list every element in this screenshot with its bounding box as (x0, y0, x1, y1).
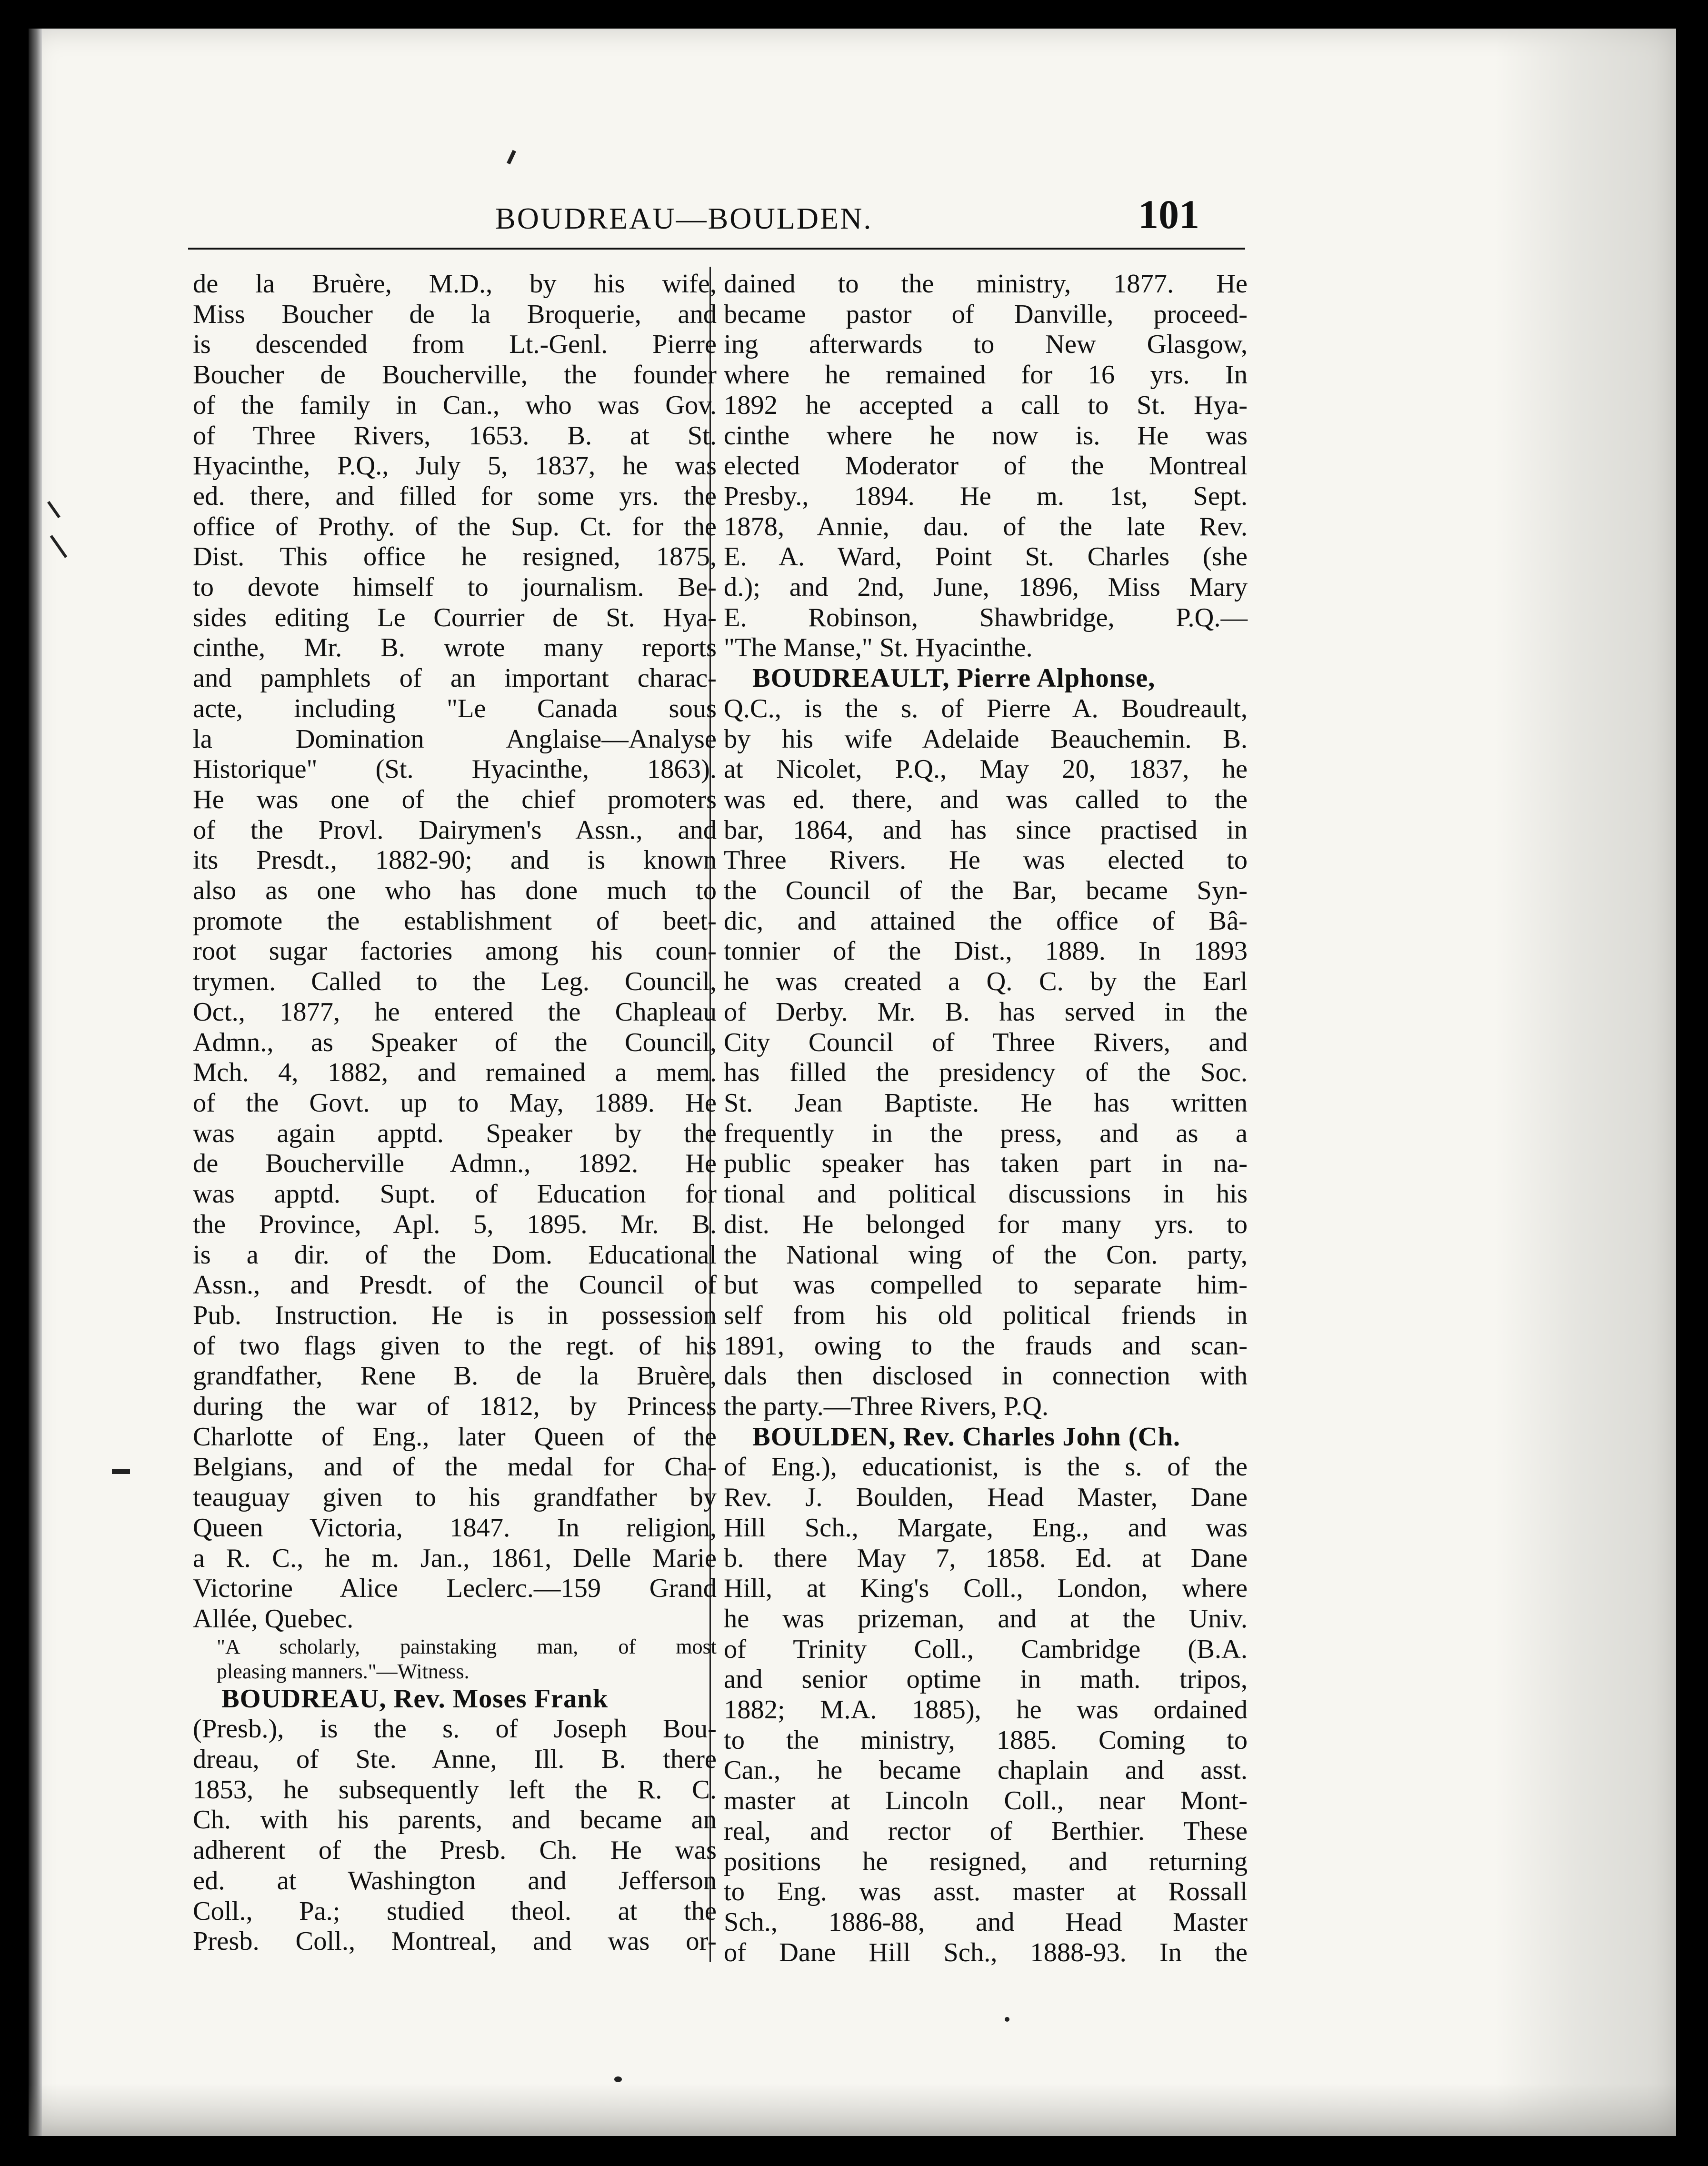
right-column (724, 269, 1248, 1968)
text-line: Oct., 1877, he entered the Chapleau (193, 997, 717, 1027)
quotation-line: "A scholarly, painstaking man, of most (217, 1635, 717, 1658)
text-line: "The Manse," St. Hyacinthe. (724, 633, 1033, 663)
quotation-line: pleasing manners."—Witness. (217, 1659, 469, 1683)
text-line: but was compelled to separate him- (724, 1270, 1248, 1300)
text-line: bar, 1864, and has since practised in (724, 815, 1248, 845)
page-left-edge (29, 29, 42, 2136)
text-line: Q.C., is the s. of Pierre A. Boudreault, (724, 693, 1248, 723)
text-line: ing afterwards to New Glasgow, (724, 330, 1248, 360)
text-line: Coll., Pa.; studied theol. at the (193, 1896, 717, 1926)
text-line: sides editing Le Courrier de St. Hya- (193, 602, 717, 632)
text-line: Charlotte of Eng., later Queen of the (193, 1422, 717, 1452)
text-line: tonnier of the Dist., 1889. In 1893 (724, 936, 1248, 966)
text-line: ed. at Washington and Jefferson (193, 1865, 717, 1895)
text-line: Assn., and Presdt. of the Council of (193, 1270, 717, 1300)
text-line: cinthe, Mr. B. wrote many reports (193, 633, 717, 663)
scanned-page (29, 29, 1676, 2136)
text-line: teauguay given to his grandfather by (193, 1483, 717, 1513)
text-line: to Eng. was asst. master at Rossall (724, 1877, 1248, 1907)
text-line: la Domination Anglaise—Analyse (193, 724, 717, 754)
scan-speck (614, 2076, 622, 2082)
text-line: the Council of the Bar, became Syn- (724, 876, 1248, 906)
text-line: 1878, Annie, dau. of the late Rev. (724, 511, 1248, 542)
text-line: at Nicolet, P.Q., May 20, 1837, he (724, 754, 1248, 784)
text-line: to devote himself to journalism. Be- (193, 572, 717, 602)
text-line: is descended from Lt.-Genl. Pierre (193, 330, 717, 360)
text-line: public speaker has taken part in na- (724, 1149, 1248, 1179)
text-line: of the family in Can., who was Gov. (193, 390, 717, 420)
entry-heading-line: BOULDEN, Rev. Charles John (Ch. (752, 1422, 1180, 1452)
text-line: elected Moderator of the Montreal (724, 451, 1248, 481)
text-line: he was created a Q. C. by the Earl (724, 967, 1248, 997)
text-line: Mch. 4, 1882, and remained a mem. (193, 1058, 717, 1088)
text-line: was apptd. Supt. of Education for (193, 1179, 717, 1209)
text-line: City Council of Three Rivers, and (724, 1027, 1248, 1057)
text-line: has filled the presidency of the Soc. (724, 1058, 1248, 1088)
text-line: acte, including "Le Canada sous (193, 693, 717, 723)
text-line: of Trinity Coll., Cambridge (B.A. (724, 1634, 1248, 1664)
text-line: Hyacinthe, P.Q., July 5, 1837, he was (193, 451, 717, 481)
header-rule (188, 248, 1245, 250)
text-line: of Derby. Mr. B. has served in the (724, 997, 1248, 1027)
text-line: de Boucherville Admn., 1892. He (193, 1149, 717, 1179)
text-line: frequently in the press, and as a (724, 1118, 1248, 1148)
text-line: E. Robinson, Shawbridge, P.Q.— (724, 602, 1248, 632)
text-line: positions he resigned, and returning (724, 1846, 1248, 1876)
text-line: also as one who has done much to (193, 876, 717, 906)
text-line: 1892 he accepted a call to St. Hya- (724, 390, 1248, 420)
text-line: Queen Victoria, 1847. In religion, (193, 1513, 717, 1543)
text-line: Presb. Coll., Montreal, and was or- (193, 1926, 717, 1956)
text-line: the party.—Three Rivers, P.Q. (724, 1392, 1049, 1422)
text-line: of Eng.), educationist, is the s. of the (724, 1452, 1248, 1482)
page-number: 101 (1138, 191, 1199, 237)
text-line: Dist. This office he resigned, 1875, (193, 542, 717, 572)
text-line: Rev. J. Boulden, Head Master, Dane (724, 1483, 1248, 1513)
text-line: master at Lincoln Coll., near Mont- (724, 1786, 1248, 1816)
text-line: Three Rivers. He was elected to (724, 845, 1248, 875)
text-line: Admn., as Speaker of the Council, (193, 1027, 717, 1057)
text-line: Boucher de Boucherville, the founder (193, 360, 717, 390)
text-line: its Presdt., 1882-90; and is known (193, 845, 717, 875)
text-line: Miss Boucher de la Broquerie, and (193, 299, 717, 329)
text-line: Belgians, and of the medal for Cha- (193, 1452, 717, 1482)
text-line: ed. there, and filled for some yrs. the (193, 481, 717, 511)
text-line: d.); and 2nd, June, 1896, Miss Mary (724, 572, 1248, 602)
text-line: dist. He belonged for many yrs. to (724, 1209, 1248, 1239)
text-line: by his wife Adelaide Beauchemin. B. (724, 724, 1248, 754)
text-line: and senior optime in math. tripos, (724, 1665, 1248, 1695)
text-line: Historique" (St. Hyacinthe, 1863). (193, 754, 717, 784)
text-line: became pastor of Danville, proceed- (724, 299, 1248, 329)
text-line: 1853, he subsequently left the R. C. (193, 1775, 717, 1805)
text-line: de la Bruère, M.D., by his wife, (193, 269, 717, 299)
text-line: dals then disclosed in connection with (724, 1361, 1248, 1391)
text-line: 1882; M.A. 1885), he was ordained (724, 1695, 1248, 1725)
text-line: Pub. Instruction. He is in possession (193, 1300, 717, 1330)
text-line: Hill, at King's Coll., London, where (724, 1574, 1248, 1604)
text-line: St. Jean Baptiste. He has written (724, 1088, 1248, 1118)
text-line: 1891, owing to the frauds and scan- (724, 1331, 1248, 1361)
text-line: dained to the ministry, 1877. He (724, 269, 1248, 299)
text-line: is a dir. of the Dom. Educational (193, 1240, 717, 1270)
text-line: where he remained for 16 yrs. In (724, 360, 1248, 390)
text-line: adherent of the Presb. Ch. He was (193, 1835, 717, 1865)
left-column (193, 269, 717, 1957)
text-line: the National wing of the Con. party, (724, 1240, 1248, 1270)
text-line: of the Govt. up to May, 1889. He (193, 1088, 717, 1118)
page-right-edge-scan-noise (1495, 29, 1676, 2136)
page-bottom-edge-scan-noise (29, 2084, 1676, 2136)
text-line: promote the establishment of beet- (193, 906, 717, 936)
text-line: of two flags given to the regt. of his (193, 1331, 717, 1361)
text-line: during the war of 1812, by Princess (193, 1392, 717, 1422)
text-line: was again apptd. Speaker by the (193, 1118, 717, 1148)
text-line: he was prizeman, and at the Univ. (724, 1604, 1248, 1634)
text-line: was ed. there, and was called to the (724, 784, 1248, 814)
text-line: trymen. Called to the Leg. Council, (193, 967, 717, 997)
text-line: Hill Sch., Margate, Eng., and was (724, 1513, 1248, 1543)
entry-heading-line: BOUDREAU, Rev. Moses Frank (221, 1684, 609, 1714)
scan-speck (47, 501, 60, 518)
text-line: grandfather, Rene B. de la Bruère, (193, 1361, 717, 1391)
text-line: dic, and attained the office of Bâ- (724, 906, 1248, 936)
text-line: cinthe where he now is. He was (724, 421, 1248, 451)
text-line: Presby., 1894. He m. 1st, Sept. (724, 481, 1248, 511)
scan-speck (50, 535, 67, 558)
text-line: E. A. Ward, Point St. Charles (she (724, 542, 1248, 572)
text-line: He was one of the chief promoters (193, 784, 717, 814)
text-line: of Dane Hill Sch., 1888-93. In the (724, 1937, 1248, 1967)
text-line: real, and rector of Berthier. These (724, 1816, 1248, 1846)
text-line: and pamphlets of an important charac- (193, 663, 717, 693)
text-line: (Presb.), is the s. of Joseph Bou- (193, 1714, 717, 1744)
text-line: tional and political discussions in his (724, 1179, 1248, 1209)
text-line: to the ministry, 1885. Coming to (724, 1725, 1248, 1755)
text-line: Sch., 1886-88, and Head Master (724, 1907, 1248, 1937)
text-line: Allée, Quebec. (193, 1604, 354, 1634)
text-line: self from his old political friends in (724, 1300, 1248, 1330)
text-line: Victorine Alice Leclerc.—159 Grand (193, 1574, 717, 1604)
text-line: of Three Rivers, 1653. B. at St. (193, 421, 717, 451)
text-line: root sugar factories among his coun- (193, 936, 717, 966)
scan-speck (112, 1469, 130, 1474)
entry-heading-line: BOUDREAULT, Pierre Alphonse, (752, 663, 1156, 693)
text-line: office of Prothy. of the Sup. Ct. for the (193, 511, 717, 542)
scan-speck (507, 150, 516, 165)
running-head: BOUDREAU—BOULDEN. (495, 201, 873, 235)
scan-speck (1005, 2017, 1009, 2022)
text-line: a R. C., he m. Jan., 1861, Delle Marie (193, 1543, 717, 1573)
text-line: Can., he became chaplain and asst. (724, 1755, 1248, 1785)
text-line: of the Provl. Dairymen's Assn., and (193, 815, 717, 845)
text-line: the Province, Apl. 5, 1895. Mr. B. (193, 1209, 717, 1239)
text-line: dreau, of Ste. Anne, Ill. B. there (193, 1745, 717, 1775)
text-line: b. there May 7, 1858. Ed. at Dane (724, 1543, 1248, 1573)
text-line: Ch. with his parents, and became an (193, 1805, 717, 1835)
